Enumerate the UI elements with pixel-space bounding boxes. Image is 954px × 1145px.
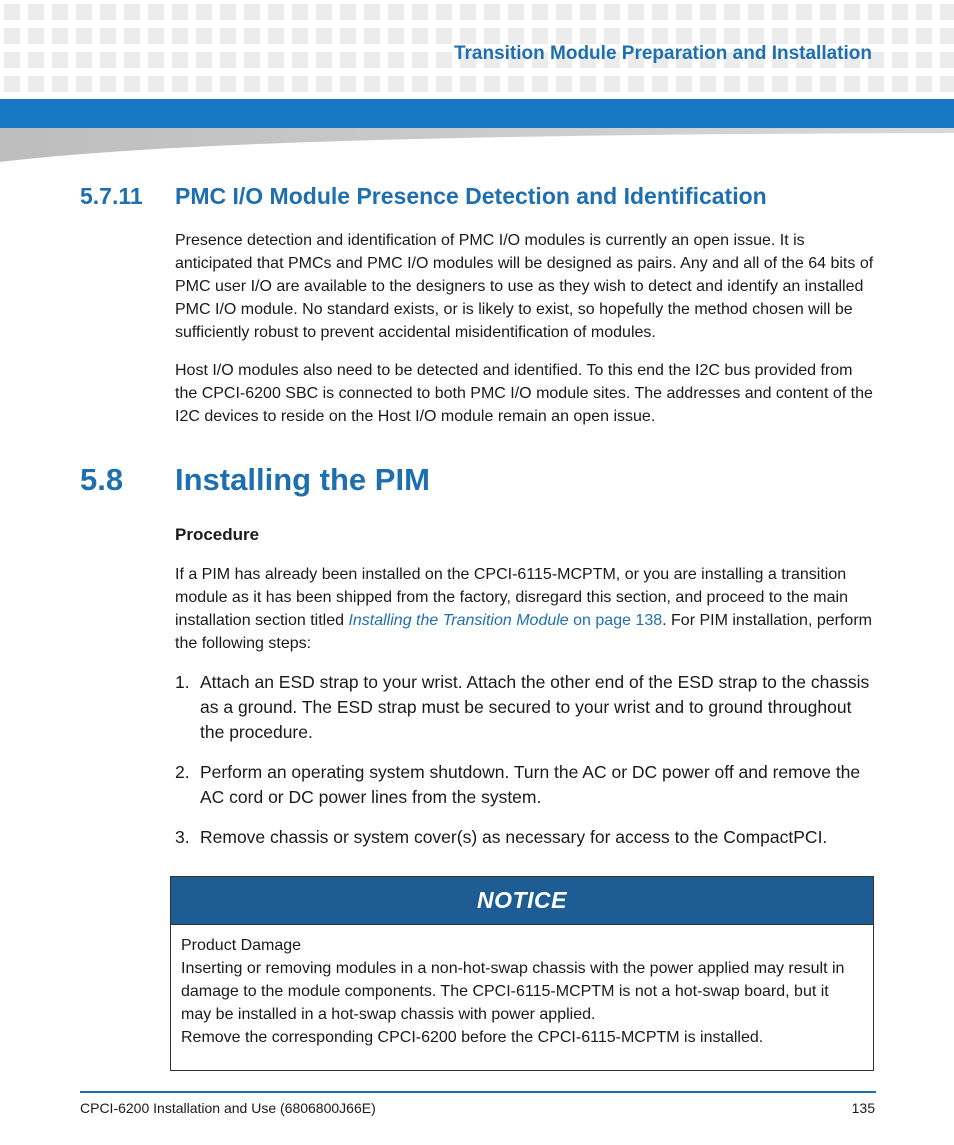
dot-cell — [652, 4, 668, 20]
dot-cell — [244, 28, 260, 44]
dot-cell — [676, 76, 692, 92]
dot-cell — [316, 52, 332, 68]
dot-cell — [652, 76, 668, 92]
section-number: 5.8 — [80, 462, 124, 497]
dot-cell — [748, 76, 764, 92]
dot-cell — [796, 28, 812, 44]
dot-cell — [436, 4, 452, 20]
dot-cell — [436, 28, 452, 44]
dot-cell — [604, 4, 620, 20]
dot-cell — [316, 4, 332, 20]
dot-cell — [244, 4, 260, 20]
dot-cell — [28, 52, 44, 68]
dot-cell — [892, 28, 908, 44]
footer-document-title: CPCI-6200 Installation and Use (6806800J66E) — [80, 1100, 376, 1116]
dot-cell — [52, 28, 68, 44]
dot-cell — [196, 76, 212, 92]
dot-cell — [460, 76, 476, 92]
dot-cell — [196, 4, 212, 20]
paragraph-host-io: Host I/O modules also need to be detected and identified. To this end the I2C bus provided from the CPCI-6200 SBC is connected to both PMC I/O module sites. The addresses and content of the I2C devices to reside on the Host I/O module remain an open issue. — [175, 362, 873, 425]
intro-text-end: . For PIM installation, perform the following steps: — [175, 612, 872, 652]
dot-cell — [460, 4, 476, 20]
link-page[interactable]: on page 138 — [568, 612, 663, 629]
dot-cell — [508, 28, 524, 44]
dot-cell — [340, 52, 356, 68]
dot-cell — [532, 28, 548, 44]
dot-cell — [4, 76, 20, 92]
dot-cell — [700, 76, 716, 92]
step-text: Attach an ESD strap to your wrist. Attach the other end of the ESD strap to the chassis as a ground. The ESD strap must be secured to your wrist and to ground throughout the procedure. — [200, 672, 870, 742]
dot-cell — [436, 52, 452, 68]
dot-cell — [220, 52, 236, 68]
dot-cell — [580, 76, 596, 92]
notice-box — [170, 876, 874, 1071]
header-gray-swoosh — [0, 128, 954, 164]
intro-text: If a PIM has already been installed on the CPCI-6115-MCPTM, or you are installing a transition module as it has been shipped from the factory, disregard this section, and proceed to the main installation section titled — [175, 566, 848, 629]
notice-label: NOTICE — [171, 877, 873, 925]
dot-cell — [268, 28, 284, 44]
running-header-title: Transition Module Preparation and Installation — [453, 43, 872, 64]
dot-cell — [460, 28, 476, 44]
dot-cell — [676, 28, 692, 44]
dot-cell — [844, 76, 860, 92]
dot-cell — [292, 4, 308, 20]
dot-cell — [580, 28, 596, 44]
dot-cell — [796, 4, 812, 20]
dot-cell — [124, 76, 140, 92]
dot-cell — [148, 4, 164, 20]
dot-cell — [748, 28, 764, 44]
dot-cell — [340, 28, 356, 44]
dot-cell — [916, 28, 932, 44]
dot-cell — [868, 4, 884, 20]
dot-cell — [412, 76, 428, 92]
dot-cell — [340, 76, 356, 92]
dot-cell — [892, 52, 908, 68]
dot-cell — [148, 76, 164, 92]
dot-cell — [724, 28, 740, 44]
dot-cell — [652, 28, 668, 44]
dot-cell — [364, 52, 380, 68]
dot-cell — [292, 52, 308, 68]
footer-page-number: 135 — [851, 1100, 875, 1116]
dot-cell — [532, 4, 548, 20]
dot-cell — [244, 76, 260, 92]
dot-cell — [292, 76, 308, 92]
dot-cell — [220, 4, 236, 20]
dot-cell — [676, 4, 692, 20]
dot-cell — [76, 28, 92, 44]
dot-cell — [148, 28, 164, 44]
section-number: 5.7.11 — [80, 183, 143, 209]
dot-cell — [196, 52, 212, 68]
dot-cell — [52, 76, 68, 92]
dot-cell — [172, 4, 188, 20]
dot-cell — [292, 28, 308, 44]
dot-cell — [724, 76, 740, 92]
dot-cell — [700, 28, 716, 44]
dot-cell — [700, 4, 716, 20]
dot-cell — [76, 4, 92, 20]
dot-cell — [388, 4, 404, 20]
dot-cell — [388, 28, 404, 44]
dot-cell — [388, 76, 404, 92]
dot-cell — [4, 28, 20, 44]
dot-cell — [556, 28, 572, 44]
dot-cell — [388, 52, 404, 68]
dot-cell — [628, 4, 644, 20]
dot-cell — [484, 4, 500, 20]
dot-cell — [556, 76, 572, 92]
dot-cell — [820, 28, 836, 44]
dot-cell — [820, 76, 836, 92]
footer-rule — [80, 1091, 876, 1093]
dot-cell — [820, 4, 836, 20]
dot-cell — [76, 76, 92, 92]
notice-line-title: Product Damage — [181, 937, 302, 954]
dot-cell — [52, 52, 68, 68]
dot-cell — [892, 4, 908, 20]
dot-cell — [4, 4, 20, 20]
dot-cell — [916, 76, 932, 92]
dot-cell — [484, 28, 500, 44]
dot-cell — [268, 76, 284, 92]
dot-cell — [556, 4, 572, 20]
dot-cell — [892, 76, 908, 92]
dot-cell — [532, 76, 548, 92]
dot-cell — [220, 76, 236, 92]
procedure-steps — [175, 670, 875, 850]
dot-cell — [916, 52, 932, 68]
dot-cell — [940, 52, 954, 68]
dot-cell — [796, 76, 812, 92]
dot-cell — [100, 28, 116, 44]
section-title: Installing the PIM — [175, 462, 430, 497]
dot-cell — [148, 52, 164, 68]
dot-cell — [316, 76, 332, 92]
dot-cell — [508, 76, 524, 92]
dot-cell — [412, 52, 428, 68]
dot-cell — [868, 76, 884, 92]
paragraph-presence-detection: Presence detection and identification of PMC I/O modules is currently an open issue. It is anticipated that PMCs and PMC I/O modules will be designed as pairs. Any and all of the 64 bits of PMC user I/O are available to the designers to use as they wish to detect and identify an installed PMC I/O module. No standard exists, or is likely to exist, so hopefully the method chosen will be sufficiently robust to prevent accidental misidentification of modules. — [175, 232, 874, 341]
section-heading-5-8 — [80, 462, 430, 498]
dot-cell — [940, 4, 954, 20]
dot-cell — [172, 52, 188, 68]
dot-cell — [940, 28, 954, 44]
dot-cell — [916, 4, 932, 20]
step-item — [175, 760, 875, 810]
dot-cell — [172, 76, 188, 92]
dot-cell — [100, 4, 116, 20]
dot-cell — [412, 4, 428, 20]
dot-cell — [124, 52, 140, 68]
dot-cell — [436, 76, 452, 92]
dot-cell — [196, 28, 212, 44]
step-item — [175, 825, 875, 850]
dot-cell — [268, 4, 284, 20]
dot-cell — [244, 52, 260, 68]
dot-cell — [412, 28, 428, 44]
dot-cell — [508, 4, 524, 20]
dot-cell — [628, 28, 644, 44]
dot-cell — [484, 76, 500, 92]
dot-cell — [100, 52, 116, 68]
dot-cell — [4, 52, 20, 68]
dot-cell — [268, 52, 284, 68]
cross-reference-link[interactable] — [348, 612, 662, 629]
dot-cell — [316, 28, 332, 44]
dot-cell — [100, 76, 116, 92]
step-number: 3. — [175, 827, 190, 847]
notice-body — [171, 925, 873, 1049]
dot-cell — [844, 28, 860, 44]
dot-cell — [220, 28, 236, 44]
dot-cell — [28, 4, 44, 20]
dot-cell — [604, 76, 620, 92]
dot-cell — [124, 28, 140, 44]
header-blue-band — [0, 99, 954, 128]
section-title: PMC I/O Module Presence Detection and Identification — [175, 183, 767, 209]
dot-cell — [28, 76, 44, 92]
step-number: 1. — [175, 672, 190, 692]
step-text: Perform an operating system shutdown. Turn the AC or DC power off and remove the AC cord or DC power lines from the system. — [200, 762, 861, 807]
dot-cell — [628, 76, 644, 92]
dot-cell — [52, 4, 68, 20]
dot-cell — [748, 4, 764, 20]
step-item — [175, 670, 875, 745]
dot-cell — [364, 28, 380, 44]
notice-line-warning: Inserting or removing modules in a non-hot-swap chassis with the power applied may result in damage to the module components. The CPCI-6115-MCPTM is not a hot-swap board, but it may be installed in a hot-swap chassis with power applied. — [181, 960, 845, 1023]
dot-cell — [772, 76, 788, 92]
section-heading-5-7-11 — [80, 183, 767, 210]
step-number: 2. — [175, 762, 190, 782]
dot-cell — [844, 4, 860, 20]
dot-cell — [172, 28, 188, 44]
dot-cell — [364, 4, 380, 20]
dot-cell — [604, 28, 620, 44]
dot-cell — [940, 76, 954, 92]
dot-cell — [124, 4, 140, 20]
link-title[interactable]: Installing the Transition Module — [348, 612, 569, 629]
notice-line-action: Remove the corresponding CPCI-6200 before the CPCI-6115-MCPTM is installed. — [181, 1029, 764, 1046]
dot-cell — [772, 28, 788, 44]
dot-cell — [580, 4, 596, 20]
dot-cell — [340, 4, 356, 20]
dot-cell — [364, 76, 380, 92]
dot-cell — [868, 28, 884, 44]
step-text: Remove chassis or system cover(s) as necessary for access to the CompactPCI. — [200, 827, 828, 847]
procedure-heading: Procedure — [175, 525, 260, 544]
procedure-intro — [175, 563, 875, 655]
dot-cell — [28, 28, 44, 44]
dot-cell — [724, 4, 740, 20]
dot-cell — [772, 4, 788, 20]
dot-cell — [76, 52, 92, 68]
